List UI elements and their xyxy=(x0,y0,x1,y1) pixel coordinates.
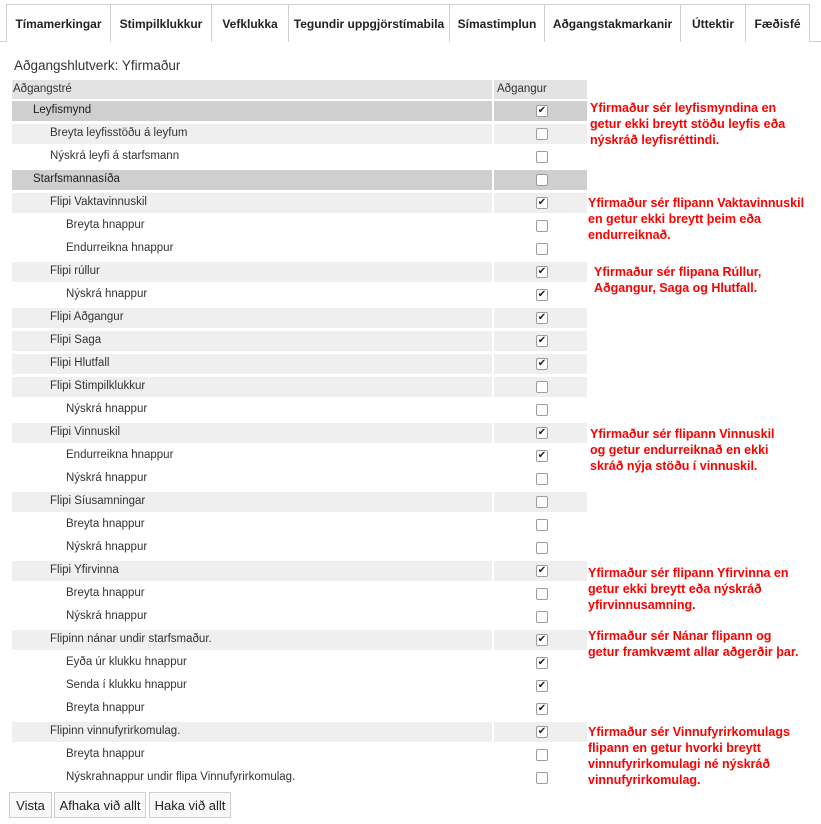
access-checkbox[interactable] xyxy=(536,588,548,600)
row-label: Flipi Vaktavinnuskil xyxy=(50,196,147,208)
table-row xyxy=(12,216,587,236)
table-row xyxy=(12,400,587,420)
access-checkbox[interactable] xyxy=(536,335,548,347)
table-row xyxy=(12,538,587,558)
table-row xyxy=(12,308,587,328)
access-checkbox[interactable] xyxy=(536,749,548,761)
table-row xyxy=(12,630,587,650)
access-checkbox[interactable] xyxy=(536,496,548,508)
access-checkbox[interactable] xyxy=(536,634,548,646)
access-checkbox[interactable] xyxy=(536,266,548,278)
table-row-group xyxy=(12,101,587,121)
row-label: Breyta leyfisstöðu á leyfum xyxy=(50,127,188,139)
row-label: Nýskrá hnappur xyxy=(66,403,148,415)
access-checkbox[interactable] xyxy=(536,450,548,462)
table-row xyxy=(12,354,587,374)
table-row-group xyxy=(12,170,587,190)
tab-tegundir-uppgjorstimabila[interactable]: Tegundir uppgjörstímabila xyxy=(288,4,450,42)
table-row xyxy=(12,285,587,305)
access-checkbox[interactable] xyxy=(536,174,548,186)
access-checkbox[interactable] xyxy=(536,473,548,485)
table-row xyxy=(12,561,587,581)
annotation-leyfismynd: Yfirmaður sér leyfismyndina en getur ekki breytt stöðu leyfis eða nýskráð leyfisréttindi. xyxy=(590,101,786,147)
access-checkbox[interactable] xyxy=(536,312,548,324)
access-checkbox[interactable] xyxy=(536,220,548,232)
access-checkbox[interactable] xyxy=(536,703,548,715)
access-checkbox[interactable] xyxy=(536,772,548,784)
tab-bar xyxy=(0,0,821,42)
column-header-access: Aðgangur xyxy=(497,83,547,95)
row-label: Nýskrá hnappur xyxy=(66,541,148,553)
tab-simastimplun[interactable]: Símastimplun xyxy=(449,4,545,42)
access-checkbox[interactable] xyxy=(536,128,548,140)
access-checkbox[interactable] xyxy=(536,358,548,370)
annotation-vinnufyrirkomulag: Yfirmaður sér Vinnufyrirkomulags flipann en getur hvorki breytt vinnufyrirkomulagi né nýskráð vinnufyrirkomulag. xyxy=(588,725,790,787)
access-checkbox[interactable] xyxy=(536,243,548,255)
annotation-rullur: Yfirmaður sér flipana Rúllur, Aðgangur, Saga og Hlutfall. xyxy=(594,265,762,295)
access-checkbox[interactable] xyxy=(536,105,548,117)
table-row xyxy=(12,676,587,696)
row-label: Endurreikna hnappur xyxy=(66,449,174,461)
row-label: Flipi Saga xyxy=(50,334,102,346)
row-label: Nýskrá leyfi á starfsmann xyxy=(50,150,180,162)
row-label: Flipi Aðgangur xyxy=(50,311,124,323)
table-row xyxy=(12,768,587,788)
table-row xyxy=(12,515,587,535)
table-header xyxy=(12,80,587,99)
row-label: Flipi Vinnuskil xyxy=(50,426,121,438)
tab-adgangstakmarkanir[interactable]: Aðgangstakmarkanir xyxy=(544,4,681,42)
row-label: Flipinn vinnufyrirkomulag. xyxy=(50,725,181,737)
row-label: Flipi Hlutfall xyxy=(50,357,110,369)
table-row xyxy=(12,584,587,604)
row-label: Flipi rúllur xyxy=(50,265,100,277)
access-checkbox[interactable] xyxy=(536,381,548,393)
row-label: Nýskrahnappur undir flipa Vinnufyrirkomulag. xyxy=(66,771,296,783)
table-row xyxy=(12,699,587,719)
table-row xyxy=(12,653,587,673)
tab-faedisfe[interactable]: Fæðisfé xyxy=(745,4,810,42)
uncheck-all-button[interactable]: Afhaka við allt xyxy=(54,792,146,818)
tab-uttektir[interactable]: Úttektir xyxy=(680,4,746,42)
tab-stimpilklukkur[interactable]: Stimpilklukkur xyxy=(110,4,212,42)
table-row xyxy=(12,193,587,213)
access-checkbox[interactable] xyxy=(536,519,548,531)
table-row xyxy=(12,147,587,167)
row-label: Flipi Yfirvinna xyxy=(50,564,119,576)
row-label: Nýskrá hnappur xyxy=(66,472,148,484)
row-label: Breyta hnappur xyxy=(66,702,145,714)
column-header-tree: Aðgangstré xyxy=(13,83,72,95)
table-row xyxy=(12,745,587,765)
row-label: Flipi Stimpilklukkur xyxy=(50,380,146,392)
access-checkbox[interactable] xyxy=(536,657,548,669)
tab-timamerkingar[interactable]: Tímamerkingar xyxy=(6,4,111,42)
row-label: Breyta hnappur xyxy=(66,587,145,599)
access-checkbox[interactable] xyxy=(536,427,548,439)
row-label: Eyða úr klukku hnappur xyxy=(66,656,187,668)
table-row xyxy=(12,722,587,742)
table-row xyxy=(12,446,587,466)
save-button[interactable]: Vista xyxy=(9,792,52,818)
annotation-vinnuskil: Yfirmaður sér flipann Vinnuskil og getur endurreiknað en ekki skráð nýja stöðu í vinnuskil. xyxy=(590,427,775,473)
table-row xyxy=(12,469,587,489)
access-checkbox[interactable] xyxy=(536,197,548,209)
access-checkbox[interactable] xyxy=(536,611,548,623)
annotation-vaktavinnuskil: Yfirmaður sér flipann Vaktavinnuskil en getur ekki breytt þeim eða endurreiknað. xyxy=(588,196,805,242)
annotation-yfirvinna: Yfirmaður sér flipann Yfirvinna en getur ekki breytt eða nýskráð yfirvinnusamning. xyxy=(588,566,789,612)
access-checkbox[interactable] xyxy=(536,289,548,301)
tab-vefklukka[interactable]: Vefklukka xyxy=(211,4,289,42)
check-all-button[interactable]: Haka við allt xyxy=(149,792,231,818)
row-label: Flipi Síusamningar xyxy=(50,495,146,507)
table-row xyxy=(12,377,587,397)
table-row xyxy=(12,492,587,512)
table-row xyxy=(12,607,587,627)
row-label: Breyta hnappur xyxy=(66,219,145,231)
row-label: Starfsmannasíða xyxy=(33,173,120,185)
table-row xyxy=(12,239,587,259)
row-label: Leyfismynd xyxy=(33,104,92,116)
table-row xyxy=(12,262,587,282)
table-row xyxy=(12,124,587,144)
row-label: Senda í klukku hnappur xyxy=(66,679,187,691)
row-label: Breyta hnappur xyxy=(66,518,145,530)
row-label: Nýskrá hnappur xyxy=(66,288,148,300)
row-label: Flipinn nánar undir starfsmaður. xyxy=(50,633,212,645)
access-checkbox[interactable] xyxy=(536,726,548,738)
access-checkbox[interactable] xyxy=(536,542,548,554)
row-label: Breyta hnappur xyxy=(66,748,145,760)
access-checkbox[interactable] xyxy=(536,565,548,577)
row-label: Endurreikna hnappur xyxy=(66,242,174,254)
access-checkbox[interactable] xyxy=(536,404,548,416)
row-label: Nýskrá hnappur xyxy=(66,610,148,622)
table-row xyxy=(12,423,587,443)
table-row xyxy=(12,331,587,351)
access-checkbox[interactable] xyxy=(536,151,548,163)
annotation-nanar: Yfirmaður sér Nánar flipann og getur framkvæmt allar aðgerðir þar. xyxy=(588,629,799,659)
access-checkbox[interactable] xyxy=(536,680,548,692)
access-role-label: Aðgangshlutverk: Yfirmaður xyxy=(14,58,181,73)
